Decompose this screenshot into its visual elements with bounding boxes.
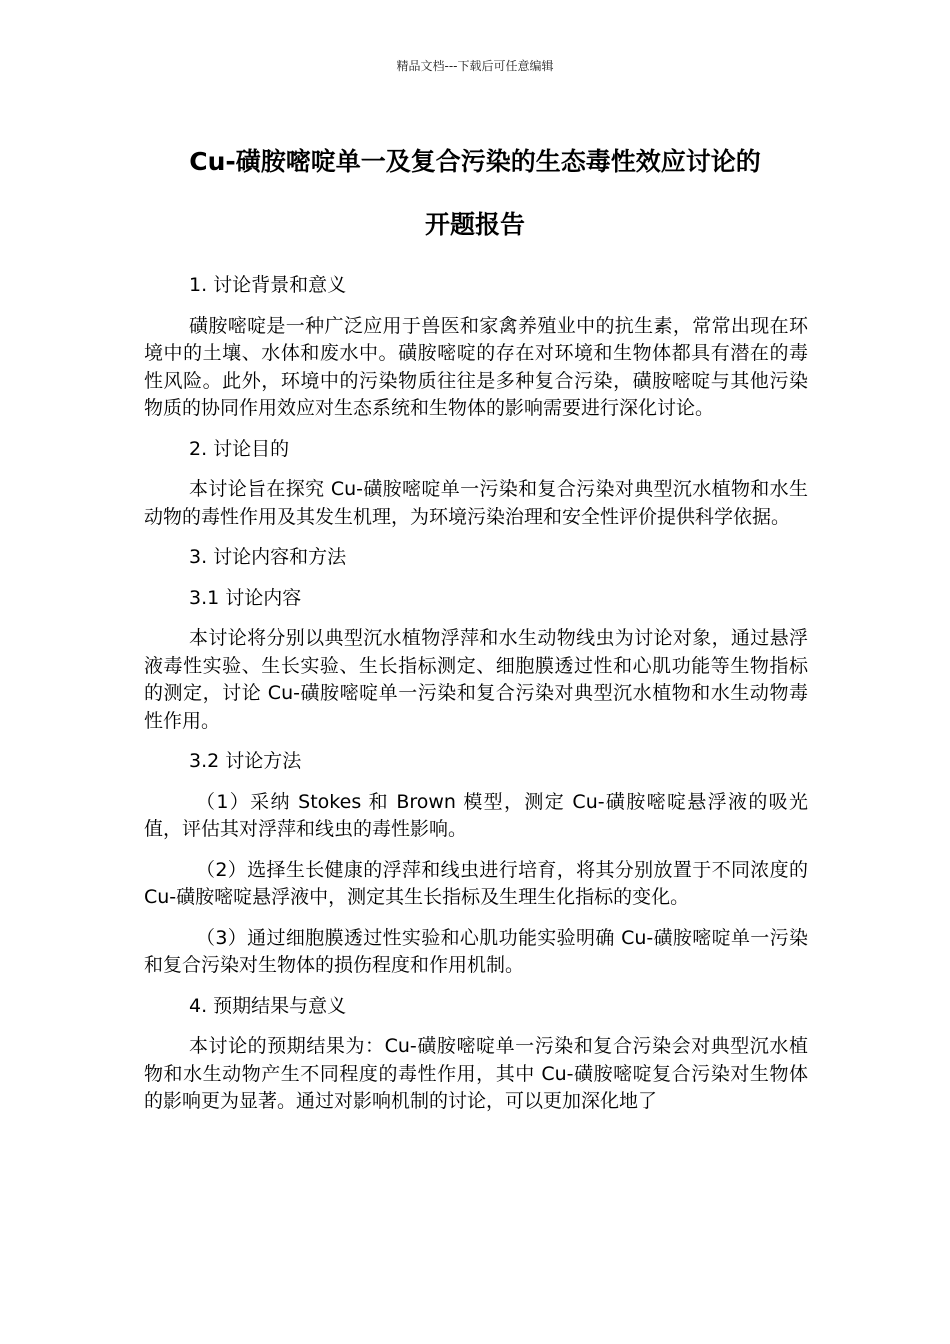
section-heading-expected-results: 4. 预期结果与意义 — [189, 994, 347, 1017]
document-body — [144, 272, 808, 1129]
paragraph-background: 磺胺嘧啶是一种广泛应用于兽医和家禽养殖业中的抗生素，常常出现在环境中的土壤、水体和废水中。磺胺嘧啶的存在对环境和生物体都具有潜在的毒性风险。此外，环境中的污染物质往往是多种复合污染，磺胺嘧啶与其他污染物质的协同作用效应对生态系统和生物体的影响需要进行深化讨论。 — [144, 314, 808, 419]
subsection-heading-methods: 3.2 讨论方法 — [189, 750, 302, 772]
method-item-3: （3）通过细胞膜透过性实验和心肌功能实验明确 Cu-磺胺嘧啶单一污染和复合污染对生物体的损伤程度和作用机制。 — [144, 926, 808, 976]
document-title — [120, 130, 830, 256]
method-item-2: （2）选择生长健康的浮萍和线虫进行培育，将其分别放置于不同浓度的 Cu-磺胺嘧啶悬浮液中，测定其生长指标及生理生化指标的变化。 — [144, 858, 808, 908]
paragraph-content: 本讨论将分别以典型沉水植物浮萍和水生动物线虫为讨论对象，通过悬浮液毒性实验、生长实验、生长指标测定、细胞膜透过性和心肌功能等生物指标的测定，讨论 Cu-磺胺嘧啶单一污染和复合污染对典型沉水植物和水生动物毒性作用。 — [144, 627, 808, 732]
header-note: 精品文档---下载后可任意编辑 — [396, 59, 554, 73]
method-item-1: （1）采纳 Stokes 和 Brown 模型，测定 Cu-磺胺嘧啶悬浮液的吸光值，评估其对浮萍和线虫的毒性影响。 — [144, 790, 808, 840]
title-line-1: Cu-磺胺嘧啶单一及复合污染的生态毒性效应讨论的 — [189, 147, 761, 176]
section-heading-purpose: 2. 讨论目的 — [189, 437, 290, 460]
paragraph-expected-results: 本讨论的预期结果为：Cu-磺胺嘧啶单一污染和复合污染会对典型沉水植物和水生动物产生不同程度的毒性作用，其中 Cu-磺胺嘧啶复合污染对生物体的影响更为显著。通过对影响机制的讨论，可以更加深化地了 — [144, 1035, 808, 1112]
section-heading-content-methods: 3. 讨论内容和方法 — [189, 546, 347, 568]
subsection-heading-content: 3.1 讨论内容 — [189, 586, 302, 609]
title-line-2: 开题报告 — [424, 210, 525, 239]
section-heading-background: 1. 讨论背景和意义 — [189, 274, 347, 296]
paragraph-purpose: 本讨论旨在探究 Cu-磺胺嘧啶单一污染和复合污染对典型沉水植物和水生动物的毒性作用及其发生机理，为环境污染治理和安全性评价提供科学依据。 — [144, 478, 808, 528]
